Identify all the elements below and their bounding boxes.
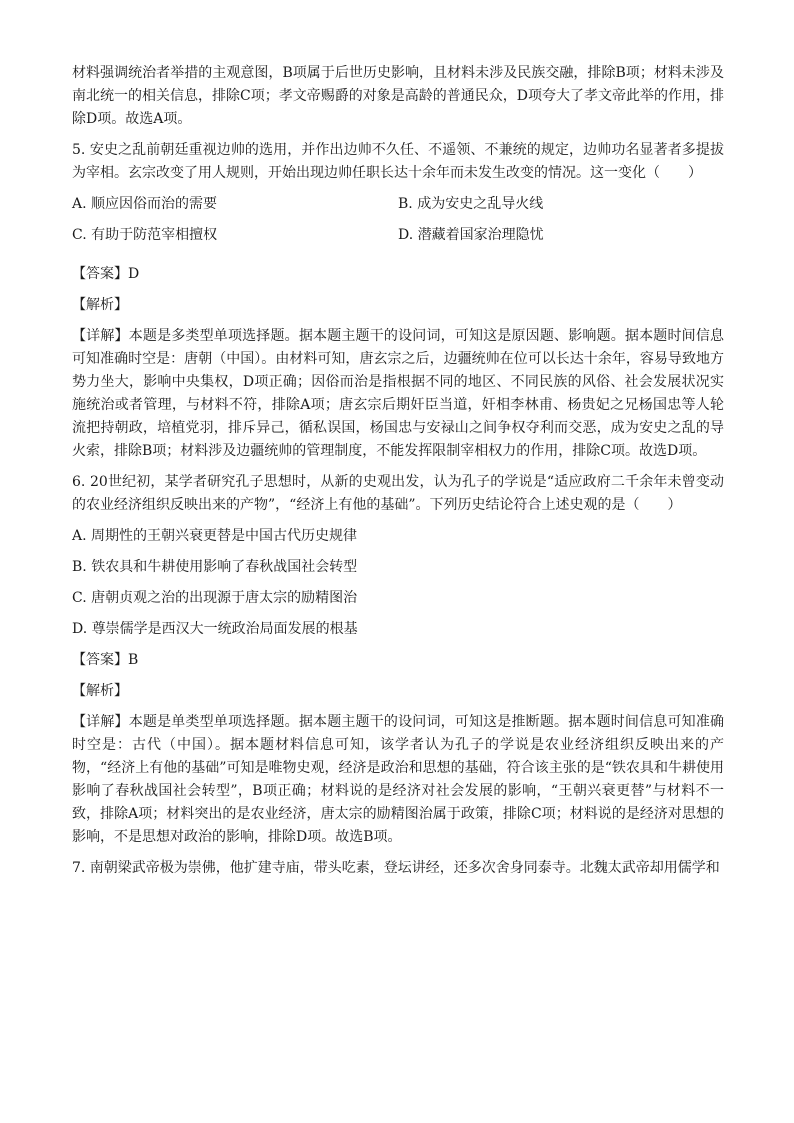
question-5-option-b: B. 成为安史之乱导火线 xyxy=(398,196,544,212)
question-6-stem: 6. 20世纪初，某学者研究孔子思想时，从新的史观出发，认为孔子的学说是“适应政府二千余年未曾变动的农业经济组织反映出来的产物”，“经济上有他的基础”。下列历史结论符合上述史观的是（ ） xyxy=(72,474,724,513)
question-6-option-c: C. 唐朝贞观之治的出现源于唐太宗的励精图治 xyxy=(72,590,358,606)
question-5-detail: 【详解】本题是多类型单项选择题。据本题主题干的设问词，可知这是原因题、影响题。据本题时间信息可知准确时空是：唐朝（中国）。由材料可知，唐玄宗之后，边疆统帅在位可以长达十余年，容易导致地方势力坐大，影响中央集权，D项正确；因俗而治是指根据不同的地区、不同民族的风俗、社会发展状况实施统治或者管理，与材料不符，排除A项；唐玄宗后期奸臣当道，奸相李林甫、杨贵妃之兄杨国忠等人轮流把持朝政，培植党羽，排斥异己，循私误国，杨国忠与安禄山之间争权夺利而交恶，成为安史之乱的导火索，排除B项；材料涉及边疆统帅的管理制度，不能发挥限制宰相权力的作用，排除C项。故选D项。 xyxy=(72,328,724,459)
document-content xyxy=(72,62,724,880)
question-6-detail: 【详解】本题是单类型单项选择题。据本题主题干的设问词，可知这是推断题。据本题时间信息可知准确时空是：古代（中国）。据本题材料信息可知，该学者认为孔子的学说是农业经济组织反映出来的产物，“经济上有他的基础”可知是唯物史观，经济是政治和思想的基础，符合该主张的是“铁农具和牛耕使用影响了春秋战国社会转型”，B项正确；材料说的是经济对社会发展的影响，“王朝兴衰更替”与材料不一致，排除A项；材料突出的是农业经济，唐太宗的励精图治属于政策，排除C项；材料说的是经济对思想的影响，不是思想对政治的影响，排除D项。故选B项。 xyxy=(72,714,724,845)
intro-paragraph: 材料强调统治者举措的主观意图，B项属于后世历史影响，且材料未涉及民族交融，排除B项；材料未涉及南北统一的相关信息，排除C项；孝文帝赐爵的对象是高龄的普通民众，D项夸大了孝文帝此举的作用，排除D项。故选A项。 xyxy=(72,65,724,127)
question-6-option-b: B. 铁农具和牛耕使用影响了春秋战国社会转型 xyxy=(72,559,358,575)
question-6-analysis-label: 【解析】 xyxy=(72,683,128,699)
question-5-options xyxy=(72,193,724,255)
question-5-answer: 【答案】D xyxy=(72,266,140,282)
question-6-option-d: D. 尊崇儒学是西汉大一统政治局面发展的根基 xyxy=(72,621,358,637)
question-5-analysis-label: 【解析】 xyxy=(72,297,128,313)
question-6-option-a: A. 周期性的王朝兴衰更替是中国古代历史规律 xyxy=(72,528,358,544)
question-6-answer: 【答案】B xyxy=(72,652,139,668)
question-5-option-a: A. 顺应因俗而治的需要 xyxy=(72,196,218,212)
question-5-stem: 5. 安史之乱前朝廷重视边帅的选用，并作出边帅不久任、不遥领、不兼统的规定，边帅功名显著者多提拔为宰相。玄宗改变了用人规则，开始出现边帅任职长达十余年而未发生改变的情况。这一变化（ ） xyxy=(72,142,724,181)
question-5-option-d: D. 潜藏着国家治理隐忧 xyxy=(398,227,544,243)
question-5-option-c: C. 有助于防范宰相擅权 xyxy=(72,227,218,243)
question-7-stem: 7. 南朝梁武帝极为崇佛，他扩建寺庙，带头吃素，登坛讲经，还多次舍身同泰寺。北魏太武帝却用儒学和 xyxy=(72,860,720,876)
